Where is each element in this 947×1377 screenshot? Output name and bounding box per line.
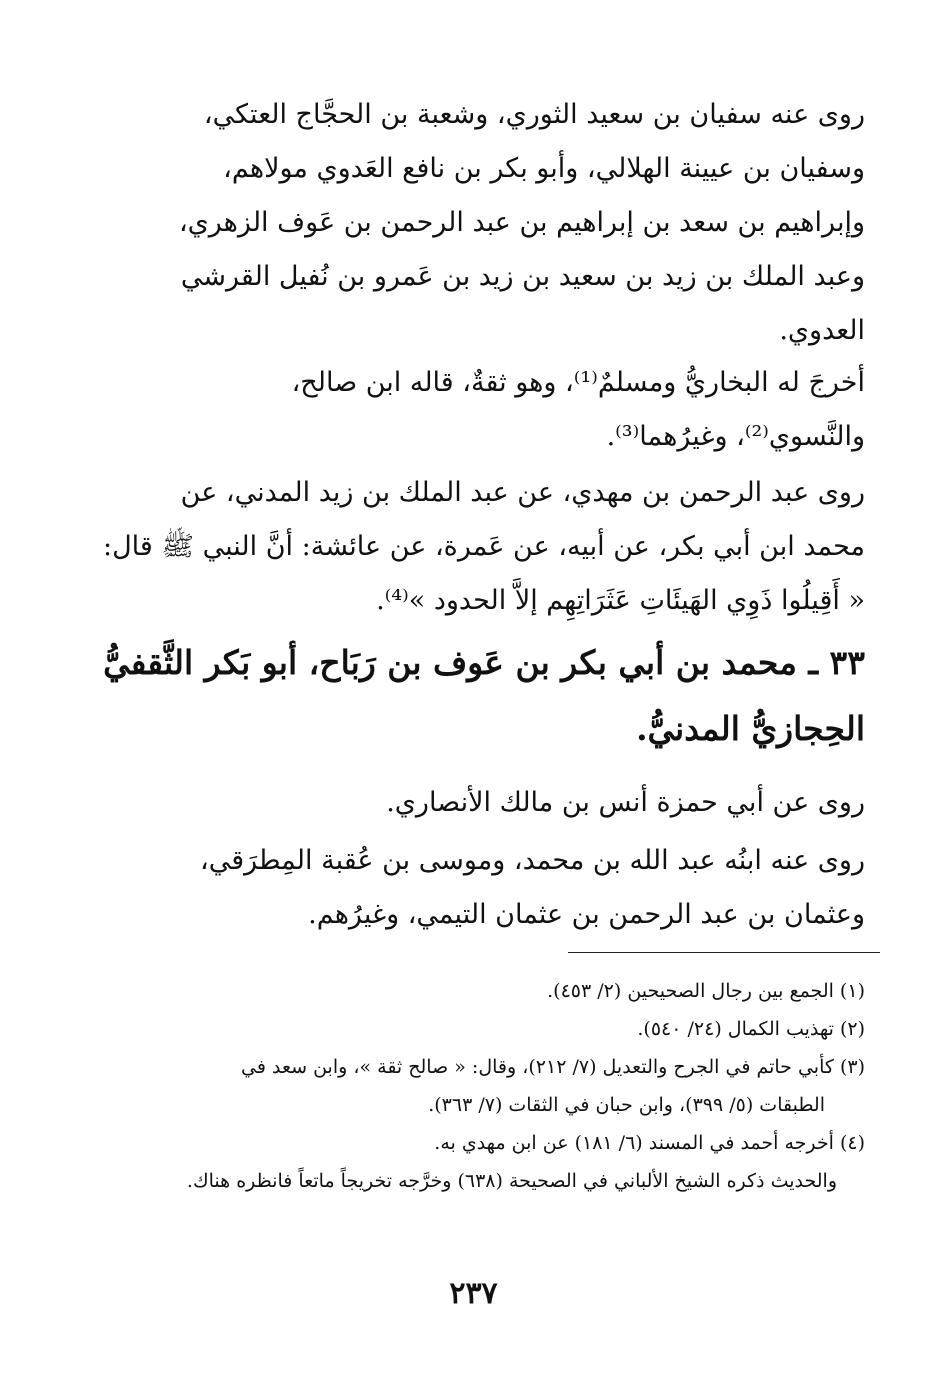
text-line: روى عنه ابنُه عبد الله بن محمد، وموسى بن عُقبة المِطرَقي، — [200, 845, 865, 876]
footnote-line: الطبقات (٥/ ٣٩٩)، وابن حبان في الثقات (٧/ ٣٦٣). — [428, 1094, 825, 1116]
footnote-line: (٤) أخرجه أحمد في المسند (٦/ ١٨١) عن ابن مهدي به. — [434, 1132, 865, 1154]
text-line: روى عنه سفيان بن سعيد الثوري، وشعبة بن الحجَّاج العتكي، — [203, 99, 865, 130]
text-line: وعبد الملك بن زيد بن سعيد بن زيد بن عَمرو بن نُفيل القرشي — [180, 261, 865, 292]
heading-line: الحِجازيُّ المدنيُّ. — [636, 709, 865, 748]
paragraph-grading — [150, 356, 865, 464]
text-line: روى عن أبي حمزة أنس بن مالك الأنصاري. — [386, 787, 865, 818]
footnote-line: (١) الجمع بين رجال الصحيحين (٢/ ٤٥٣). — [547, 980, 865, 1002]
footnote-line: والحديث ذكره الشيخ الألباني في الصحيحة (٦٣٨) وخرَّجه تخريجاً ماتعاً فانظره هناك. — [186, 1170, 837, 1192]
text-line: محمد ابن أبي بكر، عن أبيه، عن عَمرة، عن عائشة: أنَّ النبي ﷺ قال: — [102, 531, 865, 562]
paragraph-narrated-from — [150, 776, 865, 830]
text-line: روى عبد الرحمن بن مهدي، عن عبد الملك بن زيد المدني، عن — [180, 477, 865, 508]
footnote-line: (٣) كأبي حاتم في الجرح والتعديل (٧/ ٢١٢)، وقال: « صالح ثقة »، وابن سعد في — [241, 1056, 865, 1078]
text-line: وإبراهيم بن سعد بن إبراهيم بن عبد الرحمن بن عَوف الزهري، — [178, 207, 865, 238]
footnotes — [150, 972, 865, 1200]
entry-heading — [103, 630, 865, 762]
paragraph-narrated-by — [150, 834, 865, 942]
page-number: ٢٣٧ — [449, 1276, 498, 1311]
paragraph-hadith — [102, 466, 865, 628]
text-line: والنَّسوي⁽²⁾، وغيرُهما⁽³⁾. — [606, 421, 865, 452]
paragraph-narrators — [150, 88, 865, 358]
footnote-divider — [568, 952, 880, 953]
text-line: « أَقِيلُوا ذَوِي الهَيئَاتِ عَثَرَاتِهِم إلاَّ الحدود »⁽⁴⁾. — [376, 585, 865, 616]
text-line: العدوي. — [779, 315, 865, 346]
text-line: أخرجَ له البخاريُّ ومسلمٌ⁽¹⁾، وهو ثقةٌ، قاله ابن صالح، — [291, 367, 865, 398]
text-line: وسفيان بن عيينة الهلالي، وأبو بكر بن نافع العَدوي مولاهم، — [223, 153, 865, 184]
text-line: وعثمان بن عبد الرحمن بن عثمان التيمي، وغيرُهم. — [308, 899, 865, 930]
footnote-line: (٢) تهذيب الكمال (٢٤/ ٥٤٠). — [637, 1018, 865, 1040]
heading-line: ٣٣ ـ محمد بن أبي بكر بن عَوف بن رَبَاح، أبو بَكر الثَّقفيُّ — [103, 643, 865, 682]
